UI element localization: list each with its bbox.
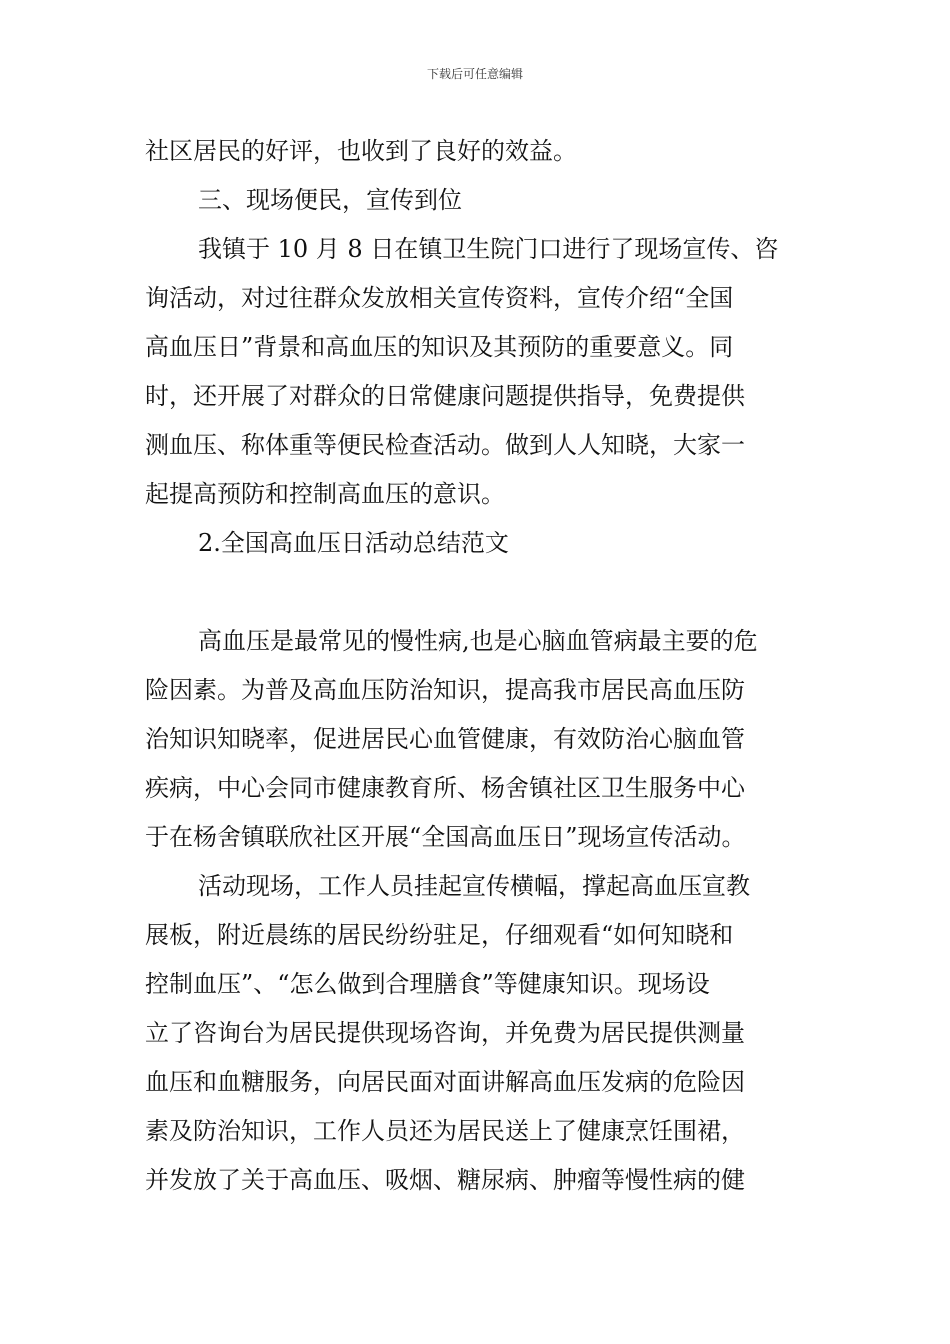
paragraph-line: 高血压是最常见的慢性病,也是心脑血管病最主要的危: [198, 627, 758, 655]
paragraph-gap: [145, 568, 810, 617]
paragraph-line: 时，还开展了对群众的日常健康问题提供指导，免费提供: [145, 382, 745, 410]
paragraph-line: 活动现场，工作人员挂起宣传横幅，撑起高血压宣教: [198, 872, 750, 900]
paragraph-line: 测血压、称体重等便民检查活动。做到人人知晓，大家一: [145, 431, 745, 459]
paragraph-line: 疾病，中心会同市健康教育所、杨舍镇社区卫生服务中心: [145, 774, 745, 802]
paragraph-line: 高血压日”背景和高血压的知识及其预防的重要意义。同: [145, 333, 734, 361]
paragraph-line: 险因素。为普及高血压防治知识，提高我市居民高血压防: [145, 676, 745, 704]
paragraph-line: 治知识知晓率，促进居民心血管健康，有效防治心脑血管: [145, 725, 745, 753]
paragraph-line: 询活动，对过往群众发放相关宣传资料，宣传介绍“全国: [145, 284, 734, 312]
paragraph-line: 控制血压”、“怎么做到合理膳食”等健康知识。现场设: [145, 970, 710, 998]
page-header-note: 下载后可任意编辑: [426, 67, 523, 81]
paragraph-line: 血压和血糖服务，向居民面对面讲解高血压发病的危险因: [145, 1068, 745, 1096]
document-body: [145, 127, 810, 1205]
paragraph-line: 并发放了关于高血压、吸烟、糖尿病、肿瘤等慢性病的健: [145, 1166, 745, 1194]
paragraph-line: 立了咨询台为居民提供现场咨询，并免费为居民提供测量: [145, 1019, 745, 1047]
paragraph-line: 素及防治知识，工作人员还为居民送上了健康烹饪围裙，: [145, 1117, 745, 1145]
paragraph-line: 于在杨舍镇联欣社区开展“全国高血压日”现场宣传活动。: [145, 823, 746, 851]
paragraph-line: 我镇于 10 月 8 日在镇卫生院门口进行了现场宣传、咨: [198, 235, 779, 263]
section-heading: 三、现场便民，宣传到位: [198, 186, 462, 214]
paragraph-line: 社区居民的好评，也收到了良好的效益。: [145, 137, 577, 165]
section-heading: 2.全国高血压日活动总结范文: [198, 529, 509, 557]
paragraph-line: 起提高预防和控制高血压的意识。: [145, 480, 505, 508]
paragraph-line: 展板，附近晨练的居民纷纷驻足，仔细观看“如何知晓和: [145, 921, 734, 949]
